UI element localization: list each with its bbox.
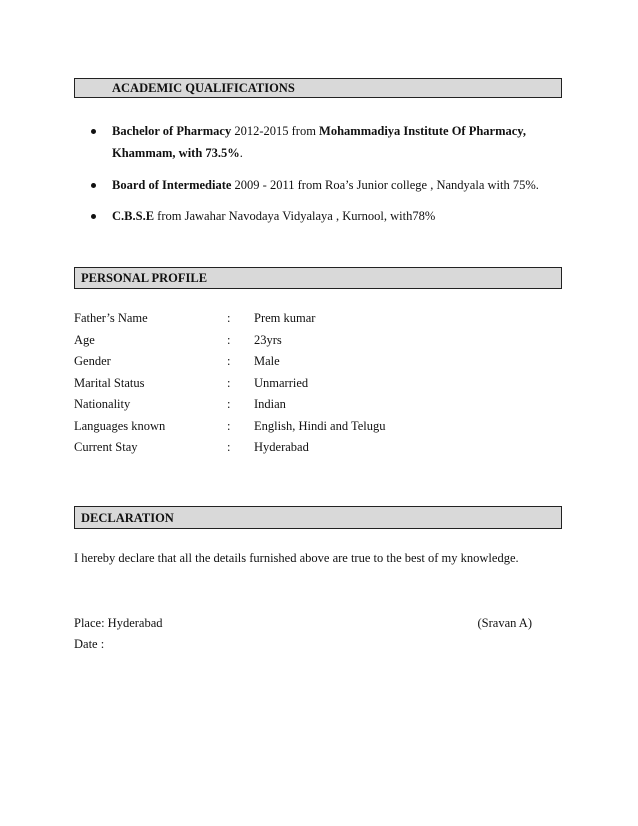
personal-heading-bar <box>74 267 562 289</box>
personal-row-age: Age : 23yrs <box>74 332 282 347</box>
place-text: Place: Hyderabad <box>74 616 163 630</box>
academic-list <box>74 120 564 164</box>
row-label: Gender <box>74 354 111 368</box>
personal-table <box>74 311 494 462</box>
intermediate-name: Board of Intermediate <box>112 178 232 192</box>
academic-item-3-wrap <box>74 205 564 227</box>
personal-heading: PERSONAL PROFILE <box>81 271 208 285</box>
cbse-details: from Jawahar Navodaya Vidyalaya , Kurnool, with78% <box>157 209 436 223</box>
academic-heading-bar <box>74 78 562 98</box>
institute-name: Mohammadiya Institute Of Pharmacy, <box>319 124 526 138</box>
academic-heading: ACADEMIC QUALIFICATIONS <box>112 81 295 95</box>
row-label: Nationality <box>74 397 131 411</box>
declaration-heading: DECLARATION <box>81 511 174 525</box>
academic-item-3 <box>74 205 564 227</box>
degree-years: 2012-2015 from <box>234 124 316 138</box>
date-text: Date : <box>74 637 105 651</box>
personal-row-nationality: Nationality : Indian <box>74 397 286 411</box>
intermediate-details: 2009 - 2011 from Roa’s Junior college , Nandyala with 75%. <box>234 178 539 192</box>
row-value: Unmarried <box>254 375 309 390</box>
row-label: Marital Status <box>74 375 145 390</box>
row-value: English, Hindi and Telugu <box>254 418 386 433</box>
personal-row-languages: Languages known : English, Hindi and Telugu <box>74 418 386 433</box>
academic-item-1: Bachelor of Pharmacy 2012-2015 from Mohammadiya Institute Of Pharmacy, Khammam, with 73.5%. <box>74 120 564 164</box>
bullet-icon <box>91 129 96 134</box>
declaration-text: I hereby declare that all the details furnished above are true to the best of my knowledge. <box>74 551 519 565</box>
row-value: Prem kumar <box>254 311 316 325</box>
signature-name: (Sravan A) <box>477 616 532 630</box>
personal-row-marital-status: Marital Status : Unmarried <box>74 375 309 390</box>
row-label: Age <box>74 332 95 347</box>
row-value: Hyderabad <box>254 440 309 454</box>
degree-name: Bachelor of Pharmacy <box>112 124 232 138</box>
personal-row-current-stay: Current Stay : Hyderabad <box>74 440 309 454</box>
institute-location-score: Khammam, with 73.5% <box>112 146 240 160</box>
row-label: Languages known <box>74 418 166 433</box>
cbse-name: C.B.S.E <box>112 209 155 223</box>
personal-row-gender: Gender : Male <box>74 354 280 368</box>
row-value: Indian <box>254 397 286 411</box>
bullet-icon <box>91 214 96 219</box>
academic-item-2 <box>74 174 564 196</box>
row-value: 23yrs <box>254 332 282 347</box>
personal-row-fathers-name: Father’s Name : Prem kumar <box>74 311 316 325</box>
declaration-heading-bar <box>74 506 562 529</box>
row-label: Father’s Name <box>74 311 148 325</box>
bullet-icon <box>91 183 96 188</box>
row-value: Male <box>254 354 280 368</box>
academic-item-2-wrap <box>74 174 564 196</box>
row-label: Current Stay <box>74 440 138 454</box>
